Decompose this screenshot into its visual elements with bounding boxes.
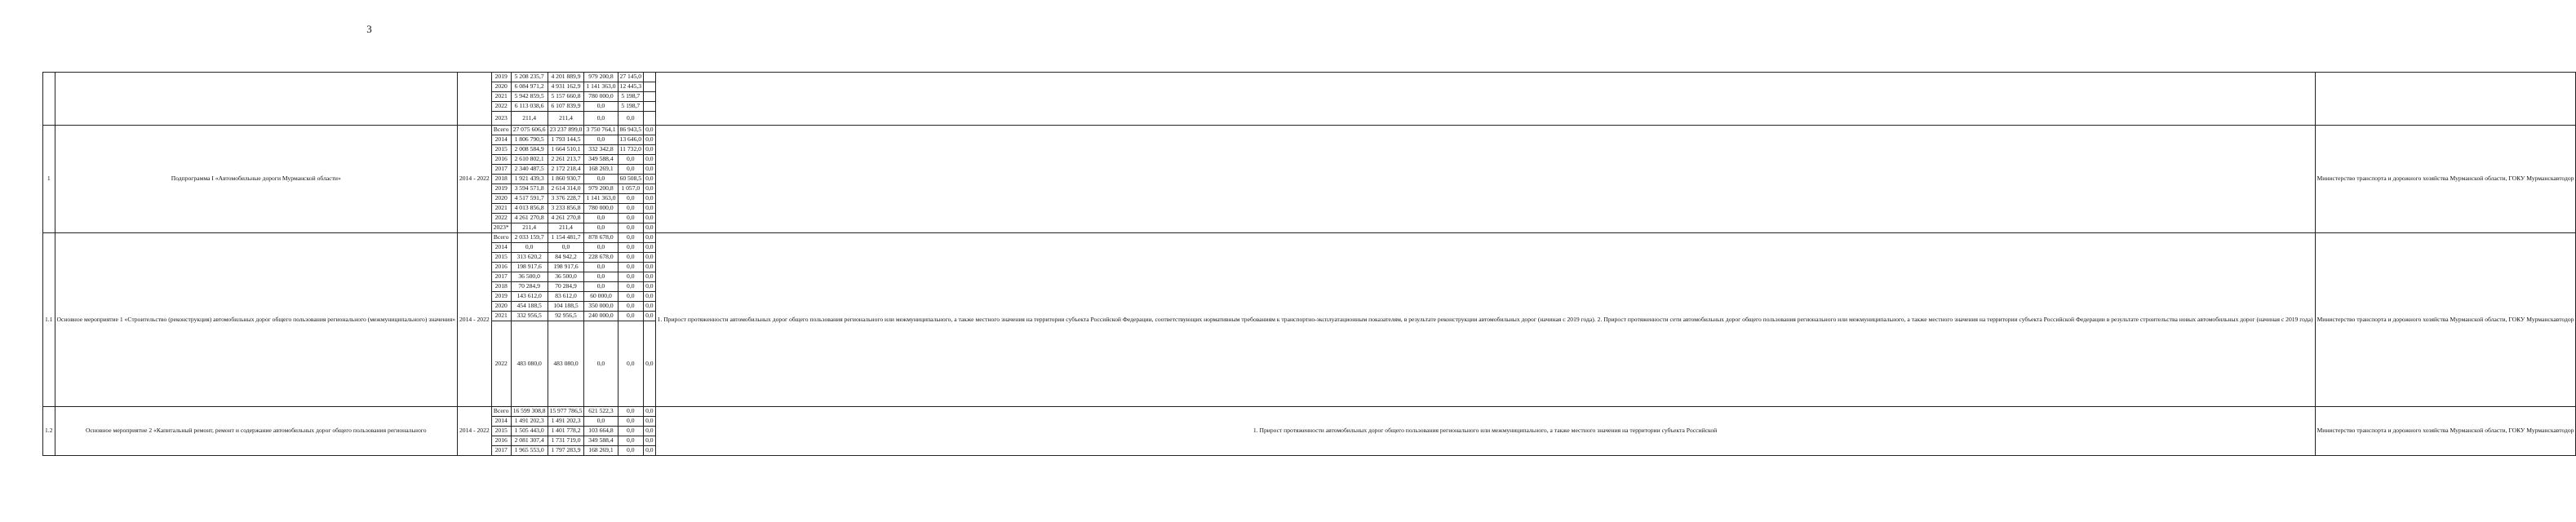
federal-cell: 4 201 889,9 xyxy=(548,73,584,82)
local-cell: 27 145,0 xyxy=(618,73,644,82)
total-cell: 2 033 159,7 xyxy=(511,233,548,243)
extra-cell: 0,0 xyxy=(644,155,656,165)
year-cell: 2020 xyxy=(491,302,511,312)
total-cell: 4 261 270,8 xyxy=(511,214,548,223)
program-funding-table xyxy=(42,72,2576,456)
total-cell: 5 208 235,7 xyxy=(511,73,548,82)
indicator-cell xyxy=(655,73,2315,126)
local-cell: 0,0 xyxy=(618,436,644,446)
indicator-cell: 1. Прирост протяженности автомобильных дорог общего пользования регионального или межмуниципального, а также местного значения на территории субъекта Российской Федерации, соответствующих нормативным требованиям к транспортно-эксплуатационным показателям, в результате реконструкции автомобильных дорог (начиная с 2019 года). 2. Прирост протяженности сети автомобильных дорог общего пользования регионального или межмуниципального, а также местного значения на территории субъекта Российской Федерации в результате строительства новых автомобильных дорог (начиная с 2019 года) xyxy=(655,233,2315,407)
year-cell: 2019 xyxy=(491,73,511,82)
year-cell: 2016 xyxy=(491,436,511,446)
extra-cell: 0,0 xyxy=(644,282,656,292)
total-cell: 2 340 487,5 xyxy=(511,165,548,175)
total-cell: 454 188,5 xyxy=(511,302,548,312)
local-cell: 13 646,0 xyxy=(618,135,644,145)
federal-cell: 2 261 213,7 xyxy=(548,155,584,165)
federal-cell: 1 797 283,9 xyxy=(548,446,584,456)
local-cell: 1 057,0 xyxy=(618,184,644,194)
num-cell: 1.1 xyxy=(43,233,55,407)
federal-cell: 1 664 510,1 xyxy=(548,145,584,155)
extra-cell: 0,0 xyxy=(644,233,656,243)
extra-cell: 0,0 xyxy=(644,135,656,145)
extra-cell: 0,0 xyxy=(644,175,656,184)
local-cell: 0,0 xyxy=(618,292,644,302)
federal-cell: 1 731 719,0 xyxy=(548,436,584,446)
year-cell: 2016 xyxy=(491,155,511,165)
regional-cell: 349 588,4 xyxy=(584,155,618,165)
year-cell: 2014 xyxy=(491,135,511,145)
name-cell: Основное мероприятие 1 «Строительство (реконструкция) автомобильных дорог общего пользования регионального (межмуниципального) значения» xyxy=(55,233,458,407)
federal-cell: 1 491 202,3 xyxy=(548,417,584,427)
local-cell: 60 508,5 xyxy=(618,175,644,184)
extra-cell: 0,0 xyxy=(644,145,656,155)
regional-cell: 0,0 xyxy=(584,214,618,223)
executor-cell xyxy=(2315,73,2576,126)
table-row xyxy=(43,126,2576,135)
regional-cell: 979 200,8 xyxy=(584,73,618,82)
regional-cell: 0,0 xyxy=(584,223,618,233)
local-cell: 11 732,0 xyxy=(618,145,644,155)
federal-cell: 198 917,6 xyxy=(548,263,584,272)
extra-cell xyxy=(644,92,656,102)
extra-cell: 0,0 xyxy=(644,253,656,263)
local-cell: 0,0 xyxy=(618,194,644,204)
year-cell: 2015 xyxy=(491,427,511,436)
year-cell: 2020 xyxy=(491,194,511,204)
local-cell: 0,0 xyxy=(618,302,644,312)
federal-cell: 5 157 660,8 xyxy=(548,92,584,102)
extra-cell: 0,0 xyxy=(644,312,656,321)
table-row xyxy=(43,73,2576,82)
indicator-cell xyxy=(655,126,2315,233)
federal-cell: 104 188,5 xyxy=(548,302,584,312)
extra-cell: 0,0 xyxy=(644,194,656,204)
extra-cell: 0,0 xyxy=(644,243,656,253)
federal-cell: 211,4 xyxy=(548,223,584,233)
federal-cell: 84 942,2 xyxy=(548,253,584,263)
local-cell: 86 943,5 xyxy=(618,126,644,135)
extra-cell: 0,0 xyxy=(644,436,656,446)
federal-cell: 83 612,0 xyxy=(548,292,584,302)
federal-cell: 1 154 481,7 xyxy=(548,233,584,243)
local-cell: 0,0 xyxy=(618,223,644,233)
period-cell: 2014 - 2022 xyxy=(458,126,492,233)
extra-cell: 0,0 xyxy=(644,321,656,407)
total-cell: 2 610 802,1 xyxy=(511,155,548,165)
regional-cell: 0,0 xyxy=(584,321,618,407)
regional-cell: 0,0 xyxy=(584,175,618,184)
year-cell: 2017 xyxy=(491,446,511,456)
year-cell: 2020 xyxy=(491,82,511,92)
executor-cell: Министерство транспорта и дорожного хозяйства Мурманской области, ГОКУ Мурманскавтодор xyxy=(2315,407,2576,456)
extra-cell xyxy=(644,73,656,82)
year-cell: 2014 xyxy=(491,243,511,253)
local-cell: 0,0 xyxy=(618,155,644,165)
federal-cell: 211,4 xyxy=(548,112,584,126)
extra-cell: 0,0 xyxy=(644,292,656,302)
total-cell: 4 517 591,7 xyxy=(511,194,548,204)
extra-cell: 0,0 xyxy=(644,417,656,427)
regional-cell: 103 664,8 xyxy=(584,427,618,436)
total-cell: 198 917,6 xyxy=(511,263,548,272)
year-cell: 2023 xyxy=(491,112,511,126)
total-cell: 1 505 443,0 xyxy=(511,427,548,436)
total-cell: 2 008 584,9 xyxy=(511,145,548,155)
executor-cell: Министерство транспорта и дорожного хозяйства Мурманской области, ГОКУ Мурманскавтодор xyxy=(2315,126,2576,233)
year-cell: Всего xyxy=(491,407,511,417)
total-cell: 211,4 xyxy=(511,223,548,233)
local-cell: 0,0 xyxy=(618,204,644,214)
local-cell: 0,0 xyxy=(618,446,644,456)
regional-cell: 1 141 363,0 xyxy=(584,194,618,204)
total-cell: 1 921 439,3 xyxy=(511,175,548,184)
local-cell: 0,0 xyxy=(618,214,644,223)
regional-cell: 0,0 xyxy=(584,112,618,126)
year-cell: Всего xyxy=(491,233,511,243)
name-cell: Подпрограмма I «Автомобильные дороги Мурманской области» xyxy=(55,126,458,233)
local-cell: 0,0 xyxy=(618,321,644,407)
year-cell: 2021 xyxy=(491,92,511,102)
total-cell: 211,4 xyxy=(511,112,548,126)
local-cell: 5 198,7 xyxy=(618,102,644,112)
local-cell: 0,0 xyxy=(618,165,644,175)
year-cell: 2022 xyxy=(491,321,511,407)
extra-cell: 0,0 xyxy=(644,446,656,456)
local-cell: 0,0 xyxy=(618,253,644,263)
extra-cell: 0,0 xyxy=(644,407,656,417)
total-cell: 1 806 790,5 xyxy=(511,135,548,145)
local-cell: 0,0 xyxy=(618,282,644,292)
regional-cell: 0,0 xyxy=(584,135,618,145)
period-cell xyxy=(458,73,492,126)
extra-cell xyxy=(644,102,656,112)
extra-cell: 0,0 xyxy=(644,223,656,233)
total-cell: 143 612,0 xyxy=(511,292,548,302)
year-cell: 2021 xyxy=(491,312,511,321)
federal-cell: 3 376 228,7 xyxy=(548,194,584,204)
regional-cell: 228 678,0 xyxy=(584,253,618,263)
local-cell: 0,0 xyxy=(618,263,644,272)
extra-cell: 0,0 xyxy=(644,214,656,223)
extra-cell: 0,0 xyxy=(644,302,656,312)
local-cell: 0,0 xyxy=(618,312,644,321)
num-cell: 1.2 xyxy=(43,407,55,456)
extra-cell: 0,0 xyxy=(644,184,656,194)
year-cell: 2017 xyxy=(491,272,511,282)
local-cell: 0,0 xyxy=(618,407,644,417)
total-cell: 70 284,9 xyxy=(511,282,548,292)
year-cell: 2015 xyxy=(491,145,511,155)
local-cell: 12 445,3 xyxy=(618,82,644,92)
total-cell: 0,0 xyxy=(511,243,548,253)
total-cell: 313 620,2 xyxy=(511,253,548,263)
page-number: 3 xyxy=(366,23,372,35)
extra-cell xyxy=(644,112,656,126)
federal-cell: 1 793 144,5 xyxy=(548,135,584,145)
year-cell: 2018 xyxy=(491,175,511,184)
table-row xyxy=(43,233,2576,243)
federal-cell: 6 107 839,9 xyxy=(548,102,584,112)
total-cell: 36 500,0 xyxy=(511,272,548,282)
total-cell: 332 956,5 xyxy=(511,312,548,321)
federal-cell: 4 261 270,8 xyxy=(548,214,584,223)
year-cell: 2018 xyxy=(491,282,511,292)
federal-cell: 2 172 218,4 xyxy=(548,165,584,175)
local-cell: 0,0 xyxy=(618,272,644,282)
regional-cell: 621 522,3 xyxy=(584,407,618,417)
total-cell: 6 113 038,6 xyxy=(511,102,548,112)
regional-cell: 1 141 363,0 xyxy=(584,82,618,92)
name-cell: Основное мероприятие 2 «Капитальный ремонт, ремонт и содержание автомобильных дорог общего пользования регионального xyxy=(55,407,458,456)
total-cell: 4 013 856,8 xyxy=(511,204,548,214)
federal-cell: 483 080,0 xyxy=(548,321,584,407)
regional-cell: 332 342,8 xyxy=(584,145,618,155)
total-cell: 6 084 971,2 xyxy=(511,82,548,92)
extra-cell: 0,0 xyxy=(644,165,656,175)
federal-cell: 15 977 786,5 xyxy=(548,407,584,417)
year-cell: 2019 xyxy=(491,292,511,302)
regional-cell: 349 588,4 xyxy=(584,436,618,446)
year-cell: 2019 xyxy=(491,184,511,194)
federal-cell: 1 401 778,2 xyxy=(548,427,584,436)
federal-cell: 1 860 930,7 xyxy=(548,175,584,184)
extra-cell: 0,0 xyxy=(644,263,656,272)
indicator-cell: 1. Прирост протяженности автомобильных дорог общего пользования регионального или межмуниципального, а также местного значения на территории субъекта Российской xyxy=(655,407,2315,456)
regional-cell: 240 000,0 xyxy=(584,312,618,321)
year-cell: 2022 xyxy=(491,102,511,112)
local-cell: 0,0 xyxy=(618,427,644,436)
total-cell: 483 080,0 xyxy=(511,321,548,407)
local-cell: 0,0 xyxy=(618,233,644,243)
regional-cell: 0,0 xyxy=(584,243,618,253)
regional-cell: 0,0 xyxy=(584,102,618,112)
total-cell: 16 599 308,8 xyxy=(511,407,548,417)
regional-cell: 0,0 xyxy=(584,282,618,292)
regional-cell: 780 000,0 xyxy=(584,92,618,102)
year-cell: 2022 xyxy=(491,214,511,223)
num-cell xyxy=(43,73,55,126)
year-cell: 2014 xyxy=(491,417,511,427)
federal-cell: 92 956,5 xyxy=(548,312,584,321)
total-cell: 1 965 553,0 xyxy=(511,446,548,456)
total-cell: 1 491 202,3 xyxy=(511,417,548,427)
regional-cell: 878 678,0 xyxy=(584,233,618,243)
local-cell: 0,0 xyxy=(618,243,644,253)
local-cell: 0,0 xyxy=(618,417,644,427)
local-cell: 0,0 xyxy=(618,112,644,126)
federal-cell: 0,0 xyxy=(548,243,584,253)
regional-cell: 979 200,8 xyxy=(584,184,618,194)
federal-cell: 70 284,9 xyxy=(548,282,584,292)
year-cell: Всего xyxy=(491,126,511,135)
federal-cell: 3 233 856,8 xyxy=(548,204,584,214)
total-cell: 2 081 307,4 xyxy=(511,436,548,446)
year-cell: 2023* xyxy=(491,223,511,233)
extra-cell: 0,0 xyxy=(644,126,656,135)
year-cell: 2016 xyxy=(491,263,511,272)
regional-cell: 60 000,0 xyxy=(584,292,618,302)
extra-cell xyxy=(644,82,656,92)
name-cell xyxy=(55,73,458,126)
num-cell: 1 xyxy=(43,126,55,233)
regional-cell: 780 000,0 xyxy=(584,204,618,214)
regional-cell: 350 000,0 xyxy=(584,302,618,312)
regional-cell: 3 750 764,1 xyxy=(584,126,618,135)
year-cell: 2021 xyxy=(491,204,511,214)
regional-cell: 168 269,1 xyxy=(584,446,618,456)
year-cell: 2015 xyxy=(491,253,511,263)
local-cell: 5 198,7 xyxy=(618,92,644,102)
regional-cell: 0,0 xyxy=(584,272,618,282)
extra-cell: 0,0 xyxy=(644,427,656,436)
table-row xyxy=(43,407,2576,417)
total-cell: 3 594 571,8 xyxy=(511,184,548,194)
total-cell: 27 075 606,6 xyxy=(511,126,548,135)
regional-cell: 168 269,1 xyxy=(584,165,618,175)
federal-cell: 2 614 314,0 xyxy=(548,184,584,194)
extra-cell: 0,0 xyxy=(644,272,656,282)
federal-cell: 36 500,0 xyxy=(548,272,584,282)
period-cell: 2014 - 2022 xyxy=(458,233,492,407)
regional-cell: 0,0 xyxy=(584,263,618,272)
federal-cell: 23 237 899,0 xyxy=(548,126,584,135)
total-cell: 5 942 859,5 xyxy=(511,92,548,102)
executor-cell: Министерство транспорта и дорожного хозяйства Мурманской области, ГОКУ Мурманскавтодор xyxy=(2315,233,2576,407)
regional-cell: 0,0 xyxy=(584,417,618,427)
year-cell: 2017 xyxy=(491,165,511,175)
extra-cell: 0,0 xyxy=(644,204,656,214)
federal-cell: 4 931 162,9 xyxy=(548,82,584,92)
period-cell: 2014 - 2022 xyxy=(458,407,492,456)
